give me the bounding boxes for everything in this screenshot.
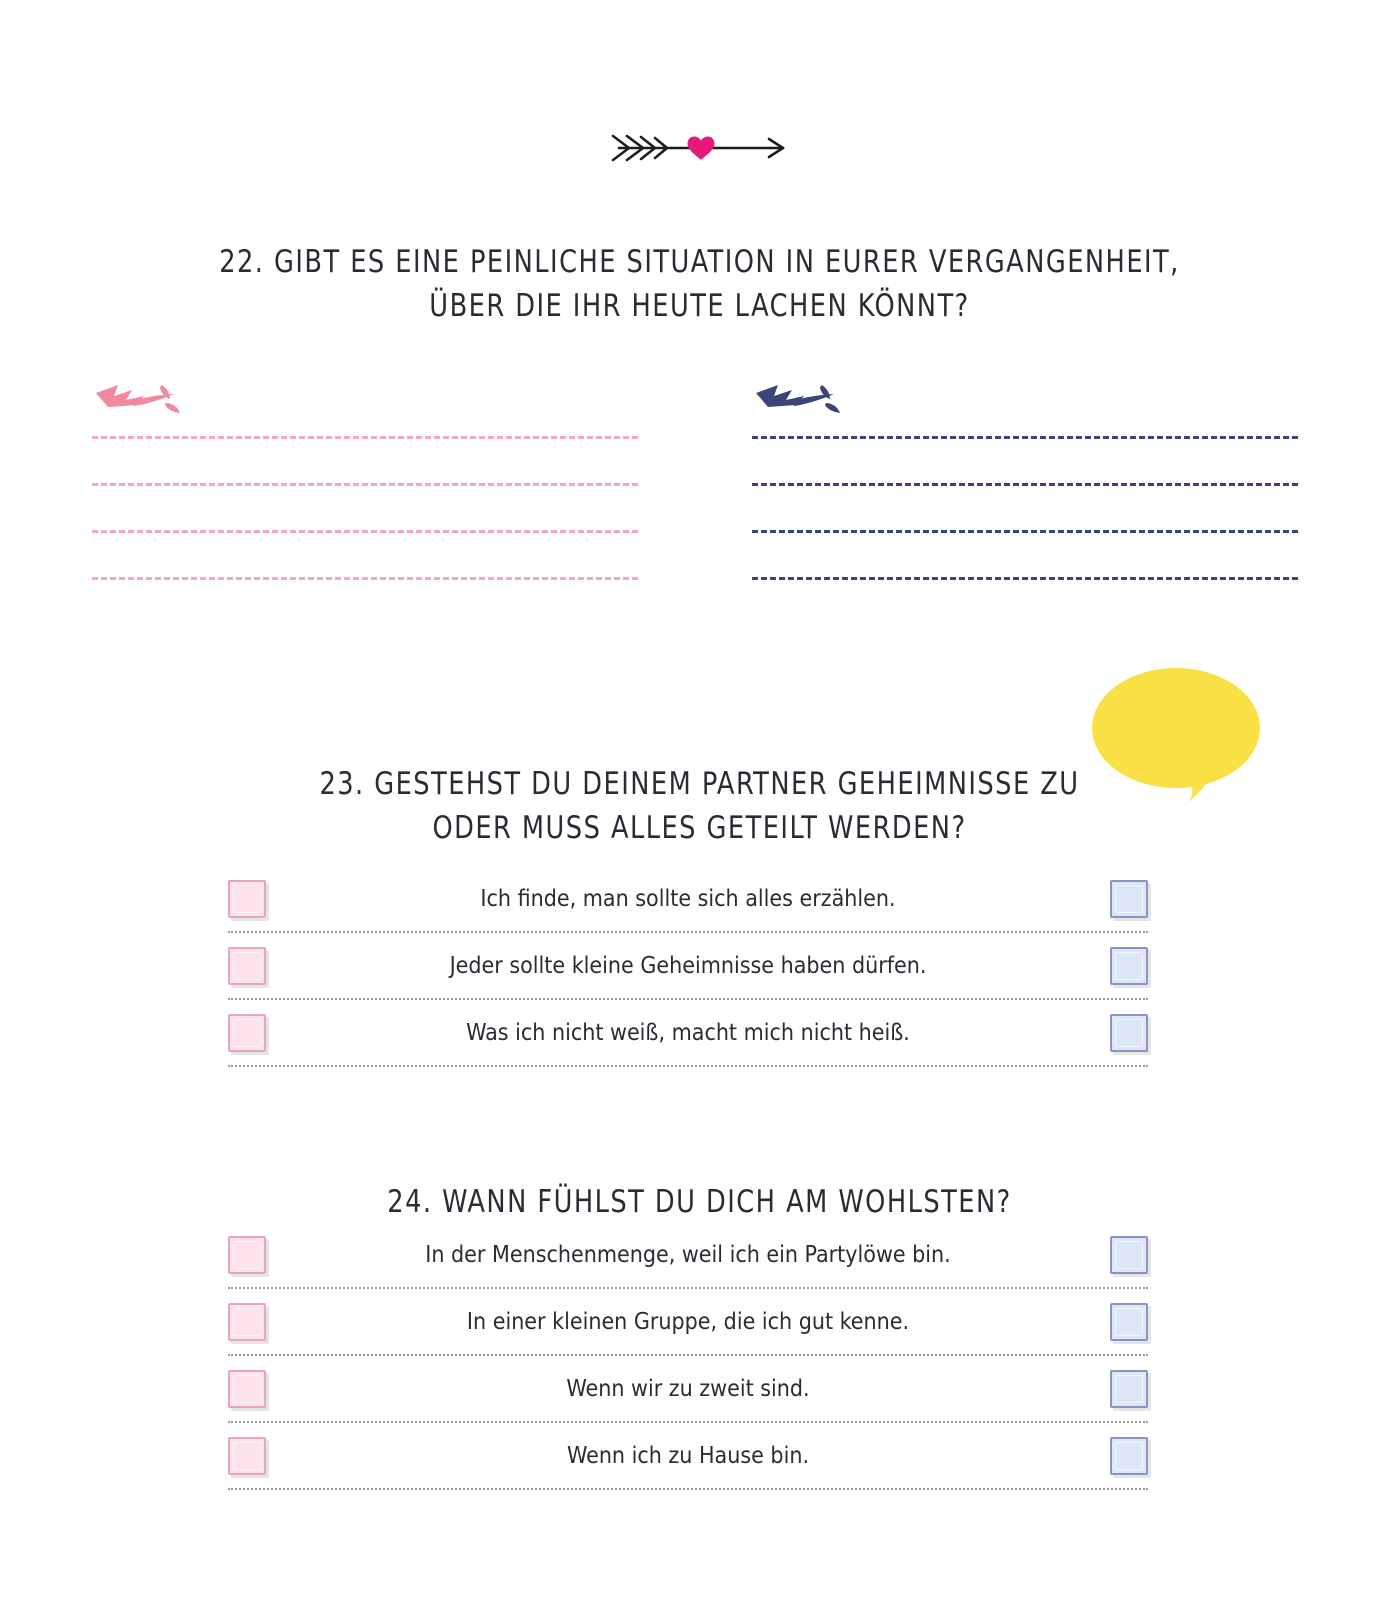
checkbox-blue[interactable] — [1110, 1370, 1148, 1408]
question-24-heading — [56, 1180, 1343, 1224]
checkbox-pink[interactable] — [228, 1014, 266, 1052]
option-label: In einer kleinen Gruppe, die ich gut kenne. — [466, 1308, 910, 1335]
option-row[interactable] — [228, 933, 1148, 1000]
question-23-heading — [56, 762, 1343, 850]
option-label: Was ich nicht weiß, macht mich nicht heiß. — [466, 1019, 910, 1046]
question-22-line2: ÜBER DIE IHR HEUTE LACHEN KÖNNT? — [429, 288, 970, 325]
checkbox-pink[interactable] — [228, 947, 266, 985]
writing-column-left — [92, 372, 638, 580]
checkbox-pink[interactable] — [228, 880, 266, 918]
option-row[interactable] — [228, 1423, 1148, 1490]
question-22-heading — [56, 240, 1343, 328]
question-22-writing-area — [0, 372, 1399, 642]
question-23-line2: ODER MUSS ALLES GETEILT WERDEN? — [432, 810, 967, 847]
heart-arrow-icon — [605, 118, 795, 178]
option-row[interactable] — [228, 1289, 1148, 1356]
option-row[interactable] — [228, 866, 1148, 933]
write-line[interactable] — [752, 436, 1298, 439]
write-line[interactable] — [752, 577, 1298, 580]
write-line[interactable] — [92, 577, 638, 580]
checkbox-pink[interactable] — [228, 1236, 266, 1274]
checkbox-blue[interactable] — [1110, 1437, 1148, 1475]
checkbox-blue[interactable] — [1110, 1236, 1148, 1274]
checkbox-pink[interactable] — [228, 1437, 266, 1475]
write-line[interactable] — [92, 436, 638, 439]
writing-column-right — [752, 372, 1298, 580]
heart-arrow-ornament — [0, 108, 1399, 188]
checkbox-blue[interactable] — [1110, 1014, 1148, 1052]
option-label: In der Menschenmenge, weil ich ein Partylöwe bin. — [425, 1241, 951, 1268]
question-24-line1: 24. WANN FÜHLST DU DICH AM WOHLSTEN? — [387, 1184, 1012, 1220]
checkbox-blue[interactable] — [1110, 947, 1148, 985]
option-label: Ich finde, man sollte sich alles erzählen. — [480, 885, 896, 912]
option-label: Jeder sollte kleine Geheimnisse haben dürfen. — [449, 952, 927, 979]
pink-feather-arrow-icon — [92, 372, 188, 428]
option-row[interactable] — [228, 1000, 1148, 1067]
checkbox-blue[interactable] — [1110, 880, 1148, 918]
option-row[interactable] — [228, 1222, 1148, 1289]
write-line[interactable] — [92, 483, 638, 486]
checkbox-pink[interactable] — [228, 1370, 266, 1408]
checkbox-blue[interactable] — [1110, 1303, 1148, 1341]
option-label: Wenn wir zu zweit sind. — [566, 1375, 810, 1402]
question-24-options — [228, 1222, 1148, 1490]
heart-icon — [687, 137, 714, 160]
checkbox-pink[interactable] — [228, 1303, 266, 1341]
option-label: Wenn ich zu Hause bin. — [566, 1442, 810, 1469]
write-line[interactable] — [752, 483, 1298, 486]
question-22-line1: 22. GIBT ES EINE PEINLICHE SITUATION IN EURER VERGANGENHEIT, — [219, 244, 1180, 280]
question-23-options — [228, 866, 1148, 1067]
write-line[interactable] — [92, 530, 638, 533]
write-line[interactable] — [752, 530, 1298, 533]
option-row[interactable] — [228, 1356, 1148, 1423]
blue-feather-arrow-icon — [752, 372, 848, 428]
question-23-line1: 23. GESTEHST DU DEINEM PARTNER GEHEIMNISSE ZU — [319, 766, 1080, 802]
